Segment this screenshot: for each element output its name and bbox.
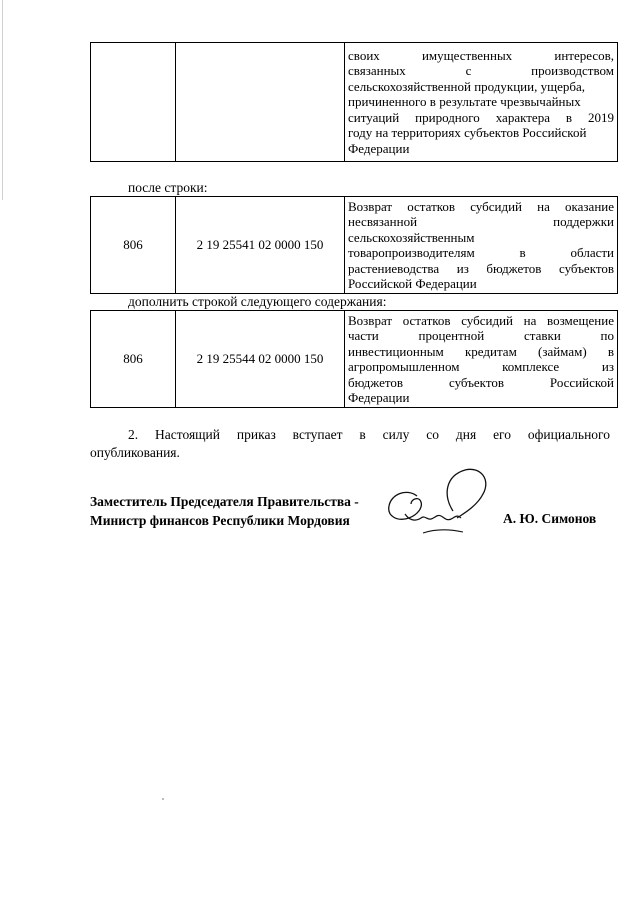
description-line: инвестиционным кредитам (займам) в xyxy=(348,343,614,359)
description-line: причиненного в результате чрезвычайных xyxy=(348,94,581,110)
description-line: сельскохозяйственной продукции, ущерба, xyxy=(348,78,585,94)
scan-speck xyxy=(162,798,164,800)
after-row-label: после строки: xyxy=(128,180,208,195)
position-line: Заместитель Председателя Правительства - xyxy=(90,494,359,509)
description-cell xyxy=(345,43,618,162)
position-line: Министр финансов Республики Мордовия xyxy=(90,513,350,528)
table-continuation xyxy=(90,42,618,162)
description-line: несвязанной поддержки xyxy=(348,214,614,229)
description-line: Российской Федерации xyxy=(348,276,477,291)
description-line: связанных с производством xyxy=(348,63,614,79)
admin-code-cell: 806 xyxy=(91,197,176,294)
paragraph-line: 2. Настоящий приказ вступает в силу со дня его официального xyxy=(128,427,610,442)
description-line: растениеводства из бюджетов субъектов xyxy=(348,260,614,276)
description-line: Федерации xyxy=(348,390,410,405)
description-line: бюджетов субъектов Российской xyxy=(348,374,614,390)
admin-code-cell: 806 xyxy=(91,311,176,408)
budget-code-cell xyxy=(176,43,345,162)
scan-margin-line xyxy=(2,0,3,200)
table-row xyxy=(91,311,618,408)
table-row xyxy=(91,43,618,162)
description-line: Возврат остатков субсидий на возмещение xyxy=(348,312,614,328)
paragraph-line: опубликования. xyxy=(90,445,180,460)
description-cell xyxy=(345,197,618,294)
handwritten-signature xyxy=(383,466,503,546)
description-line: своих имущественных интересов, xyxy=(348,47,614,63)
description-line: Федерации xyxy=(348,140,410,156)
add-row-label: дополнить строкой следующего содержания: xyxy=(128,294,387,309)
paragraph-2 xyxy=(90,426,610,462)
description-cell xyxy=(345,311,618,408)
description-line: части процентной ставки по xyxy=(348,328,614,343)
signatory-position xyxy=(90,492,359,530)
admin-code-cell xyxy=(91,43,176,162)
description-line: году на территориях субъектов Российской xyxy=(348,125,587,141)
description-line: ситуаций природного характера в 2019 xyxy=(348,109,614,125)
description-line: агропромышленном комплексе из xyxy=(348,359,614,374)
budget-code-cell: 2 19 25544 02 0000 150 xyxy=(176,311,345,408)
description-line: Возврат остатков субсидий на оказание xyxy=(348,198,614,214)
table-existing-row xyxy=(90,196,618,294)
table-row xyxy=(91,197,618,294)
description-line: сельскохозяйственным xyxy=(348,229,475,245)
table-new-row xyxy=(90,310,618,408)
description-line: товаропроизводителям в области xyxy=(348,245,614,260)
signatory-name: А. Ю. Симонов xyxy=(503,511,597,526)
budget-code-cell: 2 19 25541 02 0000 150 xyxy=(176,197,345,294)
